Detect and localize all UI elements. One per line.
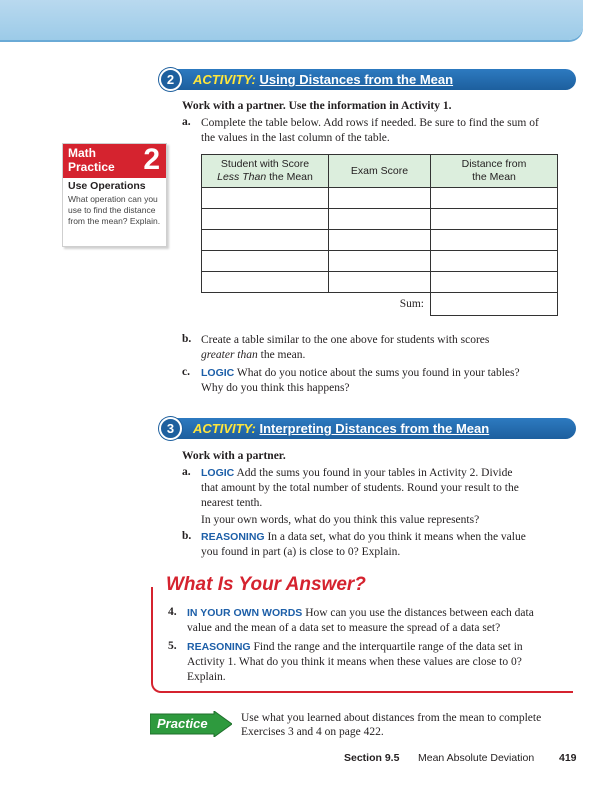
activity-2-part-c-label: c.	[182, 366, 190, 378]
math-practice-number: 2	[143, 143, 160, 176]
table-cell[interactable]	[202, 188, 329, 209]
table-header-row	[202, 155, 558, 188]
question-5-number: 5.	[168, 640, 177, 652]
activity-3-part-a-line2: that amount by the total number of students. Round your result to the	[201, 482, 519, 494]
footer-section: Section 9.5	[344, 752, 400, 764]
table-cell[interactable]	[202, 230, 329, 251]
table-cell[interactable]	[431, 188, 558, 209]
question-4-number: 4.	[168, 606, 177, 618]
math-practice-body: What operation can you use to find the distance from the mean? Explain.	[68, 194, 161, 226]
activity-2-part-a-line1: Complete the table below. Add rows if needed. Be sure to find the sum of	[201, 117, 539, 129]
activity-2-part-b-line2: greater than the mean.	[201, 349, 306, 361]
activity-2-part-a-label: a.	[182, 116, 191, 128]
activity-2-intro: Work with a partner. Use the information in Activity 1.	[182, 100, 452, 112]
activity-3-keyword: ACTIVITY:	[193, 421, 256, 436]
table-row	[202, 188, 558, 209]
table-row	[202, 272, 558, 293]
question-4-line1: IN YOUR OWN WORDS How can you use the distances between each data	[187, 607, 534, 619]
activity-2-keyword: ACTIVITY:	[193, 72, 256, 87]
math-practice-title-line2: Practice	[68, 160, 115, 174]
table-cell[interactable]	[431, 251, 558, 272]
what-is-your-answer-title: What Is Your Answer?	[162, 574, 370, 596]
activity-3-part-a-line4: In your own words, what do you think this value represents?	[201, 514, 480, 526]
activity-3-part-a-line1: LOGIC Add the sums you found in your tables in Activity 2. Divide	[201, 467, 513, 479]
logic-keyword: LOGIC	[201, 467, 235, 479]
activity-3-intro: Work with a partner.	[182, 450, 286, 462]
activity-2-heading	[193, 72, 453, 87]
activity-2-title: Using Distances from the Mean	[259, 72, 454, 87]
question-5-line2: Activity 1. What do you think it means when these values are close to 0?	[187, 656, 522, 668]
table-cell[interactable]	[329, 230, 431, 251]
activity-3-part-b-label: b.	[182, 530, 192, 542]
reasoning-keyword: REASONING	[201, 531, 265, 543]
question-5-line3: Explain.	[187, 671, 226, 683]
practice-label: Practice	[157, 716, 208, 731]
table-row	[202, 230, 558, 251]
table-cell[interactable]	[329, 272, 431, 293]
practice-line2: Exercises 3 and 4 on page 422.	[241, 726, 384, 738]
question-5-line1: REASONING Find the range and the interquartile range of the data set in	[187, 641, 523, 653]
table-header-student: Student with Score Less Than the Mean	[202, 155, 329, 188]
activity-3-part-a-line3: nearest tenth.	[201, 497, 263, 509]
practice-line1: Use what you learned about distances from the mean to complete	[241, 712, 542, 724]
activity-2-part-a-line2: the values in the last column of the table.	[201, 132, 390, 144]
activity-2-part-b-line1: Create a table similar to the one above for students with scores	[201, 334, 490, 346]
table-cell[interactable]	[202, 209, 329, 230]
table-cell[interactable]	[202, 251, 329, 272]
table-cell[interactable]	[431, 230, 558, 251]
table-sum-row	[202, 293, 558, 316]
activity-2-part-b-label: b.	[182, 333, 192, 345]
activity-3-part-a-label: a.	[182, 466, 191, 478]
distance-table	[201, 154, 558, 316]
activity-3-part-b-line2: you found in part (a) is close to 0? Explain.	[201, 546, 401, 558]
activity-2-part-c-line2: Why do you think this happens?	[201, 382, 350, 394]
footer-title: Mean Absolute Deviation	[418, 752, 535, 764]
table-cell[interactable]	[202, 272, 329, 293]
logic-keyword: LOGIC	[201, 367, 235, 379]
table-cell[interactable]	[329, 209, 431, 230]
in-your-own-words-keyword: IN YOUR OWN WORDS	[187, 607, 303, 619]
activity-3-part-b-line1: REASONING In a data set, what do you think it means when the value	[201, 531, 526, 543]
activity-3-title: Interpreting Distances from the Mean	[259, 421, 490, 436]
reasoning-keyword: REASONING	[187, 641, 251, 653]
table-row	[202, 251, 558, 272]
math-practice-subtitle: Use Operations	[68, 180, 146, 192]
table-row	[202, 209, 558, 230]
table-cell[interactable]	[329, 251, 431, 272]
table-cell[interactable]	[431, 272, 558, 293]
table-sum-cell[interactable]	[431, 293, 558, 316]
question-4-line2: value and the mean of a data set to measure the spread of a data set?	[187, 622, 501, 634]
math-practice-title-line1: Math	[68, 146, 96, 160]
table-header-exam-score: Exam Score	[329, 155, 431, 188]
activity-2-number: 2	[159, 68, 182, 91]
math-practice-box	[62, 143, 167, 247]
footer-page-number: 419	[559, 752, 577, 764]
activity-3-number: 3	[159, 417, 182, 440]
table-cell[interactable]	[329, 188, 431, 209]
activity-3-heading	[193, 421, 489, 436]
table-cell[interactable]	[431, 209, 558, 230]
math-practice-header	[63, 144, 166, 178]
activity-2-part-c-line1: LOGIC What do you notice about the sums you found in your tables?	[201, 367, 520, 379]
table-header-distance: Distance from the Mean	[431, 155, 558, 188]
table-sum-label: Sum:	[399, 298, 424, 311]
page-header-band	[0, 0, 583, 40]
